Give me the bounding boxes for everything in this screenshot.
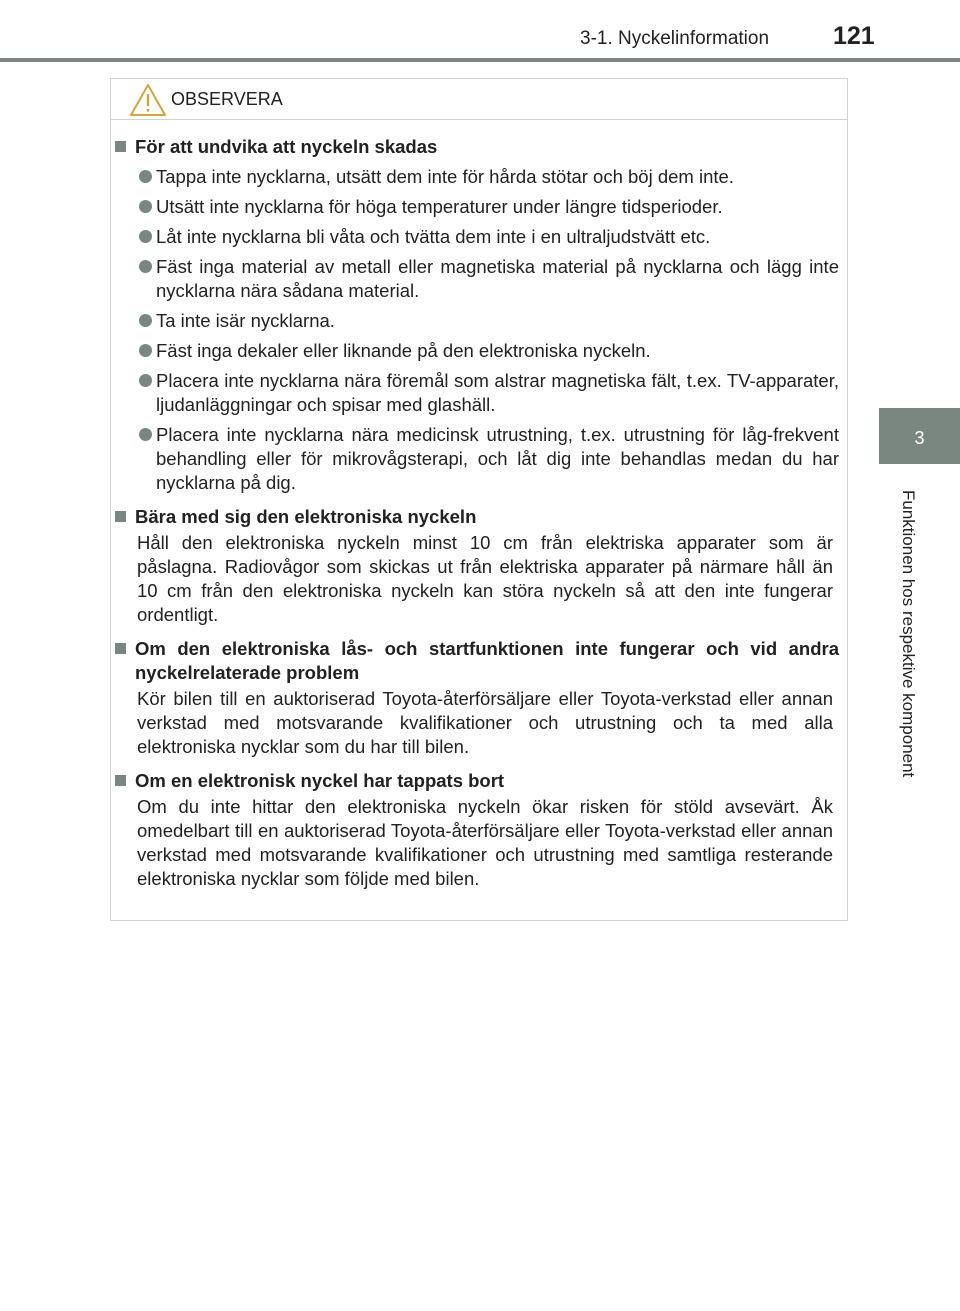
chapter-title: Funktionen hos respektive komponent	[899, 490, 918, 778]
page-header	[0, 0, 960, 62]
list-item: Placera inte nycklarna nära medicinsk utrustning, t.ex. utrustning för låg-frekvent behandling eller för mikrovågsterapi, och låt dig inte behandlas medan du har nycklarna på dig.	[111, 423, 847, 495]
circle-bullet-icon	[139, 428, 152, 441]
section-title: 3-1. Nyckelinformation	[580, 28, 770, 49]
circle-bullet-icon	[139, 260, 152, 273]
caution-title: OBSERVERA	[171, 89, 283, 109]
section-text: Om du inte hittar den elektroniska nyckeln ökar risken för stöld avsevärt. Åk omedelbart till en auktoriserad Toyota-återförsäljare eller Toyota-verkstad eller annan verkstad med motsvarande kvalifikationer och utrustning med samtliga resterande elektroniska nycklar som följde med bilen.	[137, 796, 833, 889]
square-bullet-icon	[115, 775, 126, 786]
circle-bullet-icon	[139, 344, 152, 357]
header-divider	[0, 58, 960, 62]
circle-bullet-icon	[139, 200, 152, 213]
section-heading: För att undvika att nyckeln skadas	[111, 135, 847, 159]
section-lost-key	[111, 769, 847, 891]
square-bullet-icon	[115, 643, 126, 654]
list-item: Ta inte isär nycklarna.	[111, 309, 847, 333]
list-item: Tappa inte nycklarna, utsätt dem inte för hårda stötar och böj dem inte.	[111, 165, 847, 189]
section-text: Håll den elektroniska nyckeln minst 10 cm från elektriska apparater som är påslagna. Radiovågor som skickas ut från elektriska apparater på närmare håll än 10 cm från den elektroniska nyckeln kan störa nyckeln så att den inte fungerar ordentligt.	[137, 532, 833, 625]
list-item: Låt inte nycklarna bli våta och tvätta dem inte i en ultraljudstvätt etc.	[111, 225, 847, 249]
section-key-problems	[111, 637, 847, 759]
section-key-damage	[111, 135, 847, 495]
circle-bullet-icon	[139, 374, 152, 387]
list-item: Fäst inga dekaler eller liknande på den elektroniska nyckeln.	[111, 339, 847, 363]
section-text: Kör bilen till en auktoriserad Toyota-återförsäljare eller Toyota-verkstad eller annan verkstad med motsvarande kvalifikationer och utrustning och ta med alla elektroniska nycklar som du har till bilen.	[137, 688, 833, 757]
caution-header	[111, 79, 847, 120]
section-heading: Bära med sig den elektroniska nyckeln	[111, 505, 847, 529]
circle-bullet-icon	[139, 230, 152, 243]
caution-content	[111, 135, 847, 891]
warning-triangle-icon	[129, 83, 167, 117]
section-heading: Om den elektroniska lås- och startfunktionen inte fungerar och vid andra nyckelrelaterade problem	[111, 637, 847, 685]
chapter-tab	[879, 408, 960, 464]
square-bullet-icon	[115, 511, 126, 522]
list-item: Fäst inga material av metall eller magnetiska material på nycklarna och lägg inte nycklarna nära sådana material.	[111, 255, 847, 303]
list-item: Placera inte nycklarna nära föremål som alstrar magnetiska fält, t.ex. TV-apparater, ljudanläggningar och spisar med glashäll.	[111, 369, 847, 417]
chapter-number: 3	[914, 428, 925, 448]
circle-bullet-icon	[139, 314, 152, 327]
circle-bullet-icon	[139, 170, 152, 183]
list-item: Utsätt inte nycklarna för höga temperaturer under längre tidsperioder.	[111, 195, 847, 219]
section-carry-key	[111, 505, 847, 627]
page-number: 121	[833, 22, 875, 50]
square-bullet-icon	[115, 141, 126, 152]
caution-box	[110, 78, 848, 921]
section-heading: Om en elektronisk nyckel har tappats bort	[111, 769, 847, 793]
